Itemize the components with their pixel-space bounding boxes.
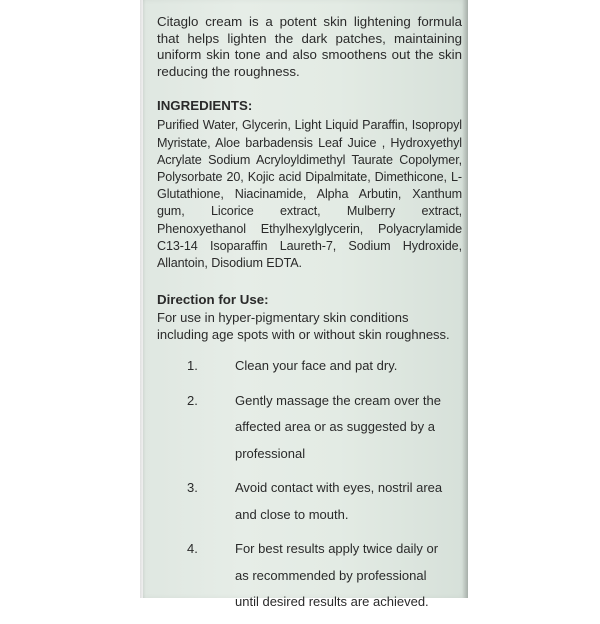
- direction-step: [157, 536, 462, 616]
- step-text: Avoid contact with eyes, nostril area and close to mouth.: [235, 480, 443, 522]
- step-text: For best results apply twice daily or as recommended by professional until desired results are achieved.: [235, 541, 439, 610]
- ingredients-heading: INGREDIENTS:: [157, 98, 253, 114]
- direction-step: [157, 353, 462, 380]
- carton-text: [157, 14, 462, 624]
- step-number: 3.: [187, 480, 198, 496]
- product-description: Citaglo cream is a potent skin lightening formula that helps lighten the dark patches, maintaining uniform skin tone and also smoothens out the skin reducing the roughness.: [157, 14, 462, 79]
- step-text: Clean your face and pat dry.: [235, 358, 398, 374]
- directions-steps: [157, 353, 462, 616]
- directions-heading: Direction for Use:: [157, 292, 269, 308]
- step-number: 2.: [187, 392, 198, 408]
- step-number: 4.: [187, 541, 198, 557]
- carton-left-edge: [140, 0, 146, 598]
- step-number: 1.: [187, 358, 198, 374]
- ingredients-list: Purified Water, Glycerin, Light Liquid Paraffin, Isopropyl Myristate, Aloe barbadensis Leaf Juice , Hydroxyethyl Acrylate Sodium Acryloyldimethyl Taurate Copolymer, Polysorbate 20, Kojic acid Dipalmitate, Dimethicone, L-Glutathione, Niacinamide, Alpha Arbutin, Xanthum gum, Licorice extract, Mulberry extract, Phenoxyethanol Ethylhexylglycerin, Polyacrylamide C13-14 Isoparaffin Laureth-7, Sodium Hydroxide, Allantoin, Disodium EDTA.: [157, 118, 462, 270]
- carton-right-edge: [462, 0, 468, 598]
- step-text: Gently massage the cream over the affected area or as suggested by a professional: [235, 392, 441, 461]
- direction-step: [157, 388, 462, 468]
- direction-step: [157, 475, 462, 528]
- directions-intro: For use in hyper-pigmentary skin conditions including age spots with or without skin roughness.: [157, 310, 450, 342]
